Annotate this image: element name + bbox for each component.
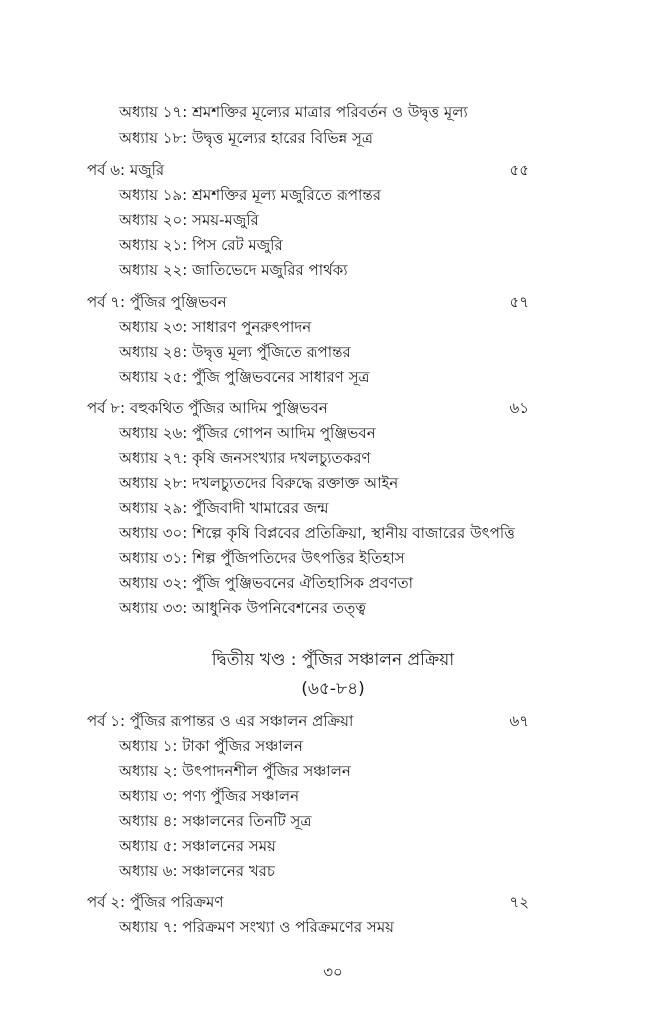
toc-v2-part-2-title: পর্ব ২: পুঁজির পরিক্রমণ bbox=[87, 893, 224, 911]
toc-chapter-23: অধ্যায় ২৩: সাধারণ পুনরুৎপাদন bbox=[119, 318, 312, 336]
toc-chapter-26: অধ্যায় ২৬: পুঁজির গোপন আদিম পুঞ্জিভবন bbox=[119, 424, 376, 442]
toc-chapter-17: অধ্যায় ১৭: শ্রমশক্তির মূল্যের মাত্রার পরিবর্তন ও উদ্বৃত্ত মূল্য bbox=[119, 103, 468, 121]
toc-chapter-28: অধ্যায় ২৮: দখলচ্যুতদের বিরুদ্ধে রক্তাক্ত আইন bbox=[119, 474, 399, 492]
toc-chapter-27: অধ্যায় ২৭: কৃষি জনসংখ্যার দখলচ্যুতকরণ bbox=[119, 449, 371, 467]
toc-part-7-title: পর্ব ৭: পুঁজির পুঞ্জিভবন bbox=[87, 293, 227, 311]
toc-chapter-33: অধ্যায় ৩৩: আধুনিক উপনিবেশনের তত্ত্ব bbox=[119, 599, 366, 617]
toc-v2-part-2-page: ৭২ bbox=[509, 893, 529, 911]
toc-v2-chapter-4: অধ্যায় ৪: সঞ্চালনের তিনটি সূত্র bbox=[119, 812, 312, 830]
toc-chapter-22: অধ্যায় ২২: জাতিভেদে মজুরির পার্থক্য bbox=[119, 261, 348, 279]
toc-chapter-21: অধ্যায় ২১: পিস রেট মজুরি bbox=[119, 236, 283, 254]
toc-chapter-19: অধ্যায় ১৯: শ্রমশক্তির মূল্য মজুরিতে রূপান্তর bbox=[119, 186, 381, 204]
toc-part-7-page: ৫৭ bbox=[509, 293, 529, 311]
toc-chapter-31: অধ্যায় ৩১: শিল্প পুঁজিপতিদের উৎপত্তির ইতিহাস bbox=[119, 549, 405, 567]
toc-part-6-page: ৫৫ bbox=[509, 161, 529, 179]
toc-v2-chapter-5: অধ্যায় ৫: সঞ্চালনের সময় bbox=[119, 837, 276, 855]
page-number: ৩০ bbox=[323, 963, 343, 981]
toc-v2-part-1-title: পর্ব ১: পুঁজির রূপান্তর ও এর সঞ্চালন প্রক্রিয়া bbox=[87, 712, 354, 730]
toc-chapter-25: অধ্যায় ২৫: পুঁজি পুঞ্জিভবনের সাধারণ সূত্র bbox=[119, 368, 370, 386]
toc-v2-chapter-3: অধ্যায় ৩: পণ্য পুঁজির সঞ্চালন bbox=[119, 787, 300, 805]
toc-chapter-30: অধ্যায় ৩০: শিল্পে কৃষি বিপ্লবের প্রতিক্রিয়া, স্থানীয় বাজারের উৎপত্তি bbox=[119, 524, 515, 542]
toc-chapter-20: অধ্যায় ২০: সময়-মজুরি bbox=[119, 211, 259, 229]
volume-2-title: দ্বিতীয় খণ্ড : পুঁজির সঞ্চালন প্রক্রিয়া bbox=[211, 650, 455, 670]
toc-v2-chapter-2: অধ্যায় ২: উৎপাদনশীল পুঁজির সঞ্চালন bbox=[119, 762, 351, 780]
toc-chapter-24: অধ্যায় ২৪: উদ্বৃত্ত মূল্য পুঁজিতে রূপান্তর bbox=[119, 343, 351, 361]
toc-v2-chapter-1: অধ্যায় ১: টাকা পুঁজির সঞ্চালন bbox=[119, 737, 303, 755]
toc-chapter-29: অধ্যায় ২৯: পুঁজিবাদী খামারের জন্ম bbox=[119, 499, 329, 517]
toc-part-8-title: পর্ব ৮: বহুকথিত পুঁজির আদিম পুঞ্জিভবন bbox=[87, 399, 328, 417]
toc-v2-part-1-page: ৬৭ bbox=[509, 712, 529, 730]
toc-v2-chapter-6: অধ্যায় ৬: সঞ্চালনের খরচ bbox=[119, 862, 276, 880]
volume-2-page-range: (৬৫-৮৪) bbox=[301, 679, 365, 699]
toc-v2-chapter-7: অধ্যায় ৭: পরিক্রমণ সংখ্যা ও পরিক্রমণের সময় bbox=[119, 918, 394, 936]
toc-part-8-page: ৬১ bbox=[509, 399, 529, 417]
toc-part-6-title: পর্ব ৬: মজুরি bbox=[87, 161, 165, 179]
toc-chapter-18: অধ্যায় ১৮: উদ্বৃত্ত মূল্যের হারের বিভিন্ন সূত্র bbox=[119, 129, 373, 147]
toc-chapter-32: অধ্যায় ৩২: পুঁজি পুঞ্জিভবনের ঐতিহাসিক প্রবণতা bbox=[119, 574, 414, 592]
